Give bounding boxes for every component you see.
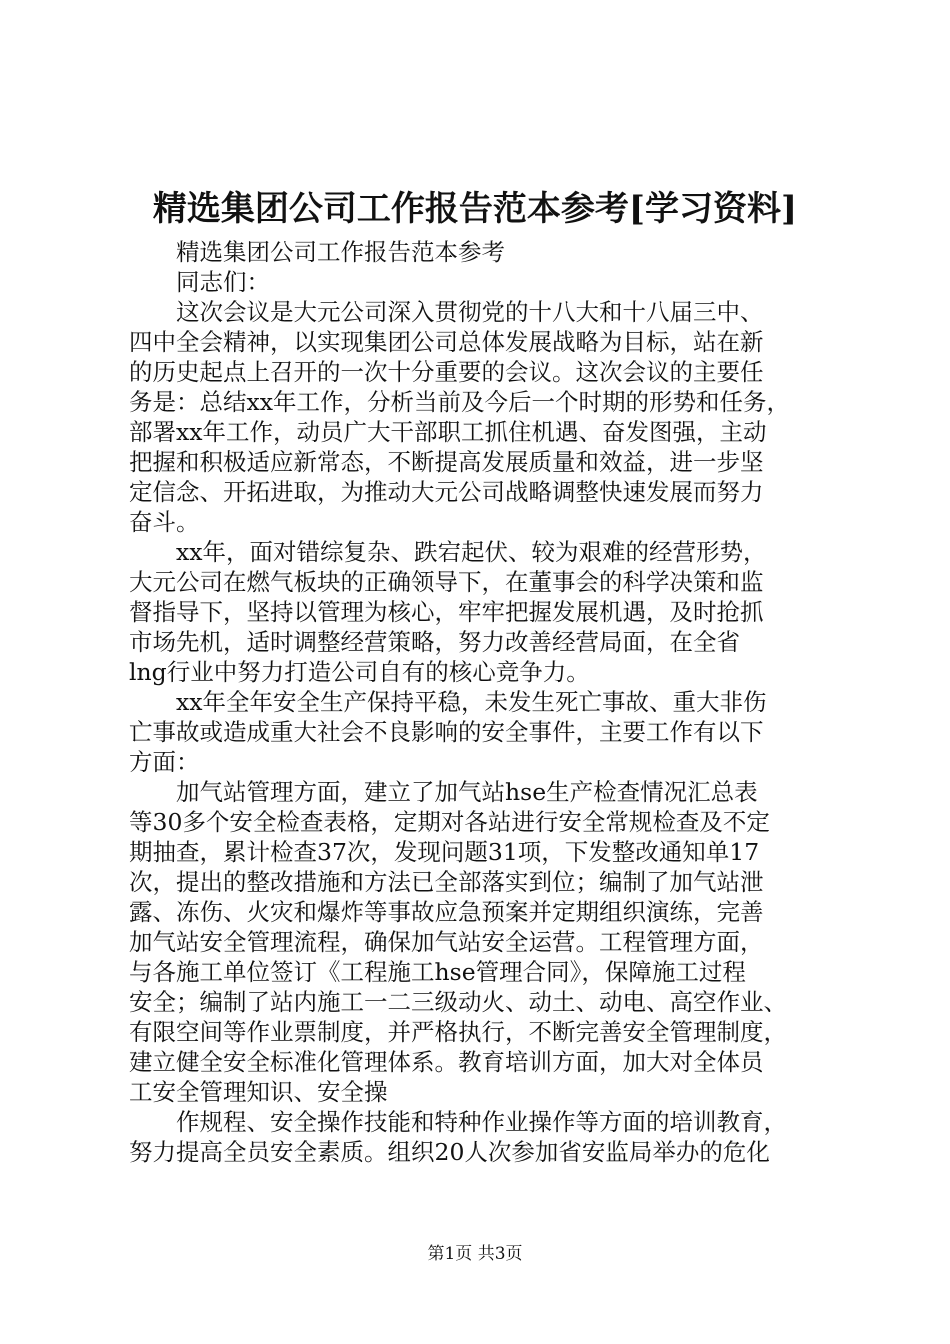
- page-number-footer: 第1页 共3页: [427, 1244, 523, 1264]
- body-line: 努力提高全员安全素质。组织20人次参加省安监局举办的危化: [129, 1138, 770, 1166]
- body-line: 这次会议是大元公司深入贯彻党的十八大和十八届三中、: [129, 298, 764, 326]
- body-line: 的历史起点上召开的一次十分重要的会议。这次会议的主要任: [129, 358, 764, 386]
- body-line: 四中全会精神，以实现集团公司总体发展战略为目标，站在新: [129, 328, 764, 356]
- body-line: 加气站管理方面，建立了加气站hse生产检查情况汇总表: [129, 778, 758, 806]
- body-line: 方面：: [129, 748, 200, 776]
- body-line: lng行业中努力打造公司自有的核心竞争力。: [129, 658, 590, 686]
- body-line: 奋斗。: [129, 508, 200, 536]
- body-line: 建立健全安全标准化管理体系。教育培训方面，加大对全体员: [129, 1048, 764, 1076]
- body-line: xx年，面对错综复杂、跌宕起伏、较为艰难的经营形势，: [129, 538, 767, 566]
- body-line: 露、冻伤、火灾和爆炸等事故应急预案并定期组织演练，完善: [129, 898, 764, 926]
- body-line: 定信念、开拓进取，为推动大元公司战略调整快速发展而努力: [129, 478, 764, 506]
- body-line: xx年全年安全生产保持平稳，未发生死亡事故、重大非伤: [129, 688, 767, 716]
- body-line: 有限空间等作业票制度，并严格执行，不断完善安全管理制度，: [129, 1018, 787, 1046]
- body-line: 与各施工单位签订《工程施工hse管理合同》，保障施工过程: [129, 958, 746, 986]
- body-line: 督指导下，坚持以管理为核心，牢牢把握发展机遇，及时抢抓: [129, 598, 764, 626]
- body-line: 加气站安全管理流程，确保加气站安全运营。工程管理方面，: [129, 928, 764, 956]
- body-line: 把握和积极适应新常态，不断提高发展质量和效益，进一步坚: [129, 448, 764, 476]
- body-line: 安全；编制了站内施工一二三级动火、动土、动电、高空作业、: [129, 988, 787, 1016]
- body-line: 期抽查，累计检查37次，发现问题31项，下发整改通知单17: [129, 838, 760, 866]
- body-line: 同志们：: [129, 268, 270, 296]
- body-line: 等30多个安全检查表格，定期对各站进行安全常规检查及不定: [129, 808, 770, 836]
- document-title: 精选集团公司工作报告范本参考[学习资料]: [152, 189, 798, 229]
- body-line: 务是：总结xx年工作，分析当前及今后一个时期的形势和任务，: [129, 388, 791, 416]
- body-line: 次，提出的整改措施和方法已全部落实到位；编制了加气站泄: [129, 868, 764, 896]
- body-line: 市场先机，适时调整经营策略，努力改善经营局面，在全省: [129, 628, 740, 656]
- body-line: 亡事故或造成重大社会不良影响的安全事件，主要工作有以下: [129, 718, 764, 746]
- body-line: 作规程、安全操作技能和特种作业操作等方面的培训教育，: [129, 1108, 787, 1136]
- body-line: 精选集团公司工作报告范本参考: [129, 238, 505, 266]
- document-body: [129, 237, 834, 1167]
- body-line: 大元公司在燃气板块的正确领导下，在董事会的科学决策和监: [129, 568, 764, 596]
- body-line: 工安全管理知识、安全操: [129, 1078, 388, 1106]
- body-line: 部署xx年工作，动员广大干部职工抓住机遇、奋发图强，主动: [129, 418, 767, 446]
